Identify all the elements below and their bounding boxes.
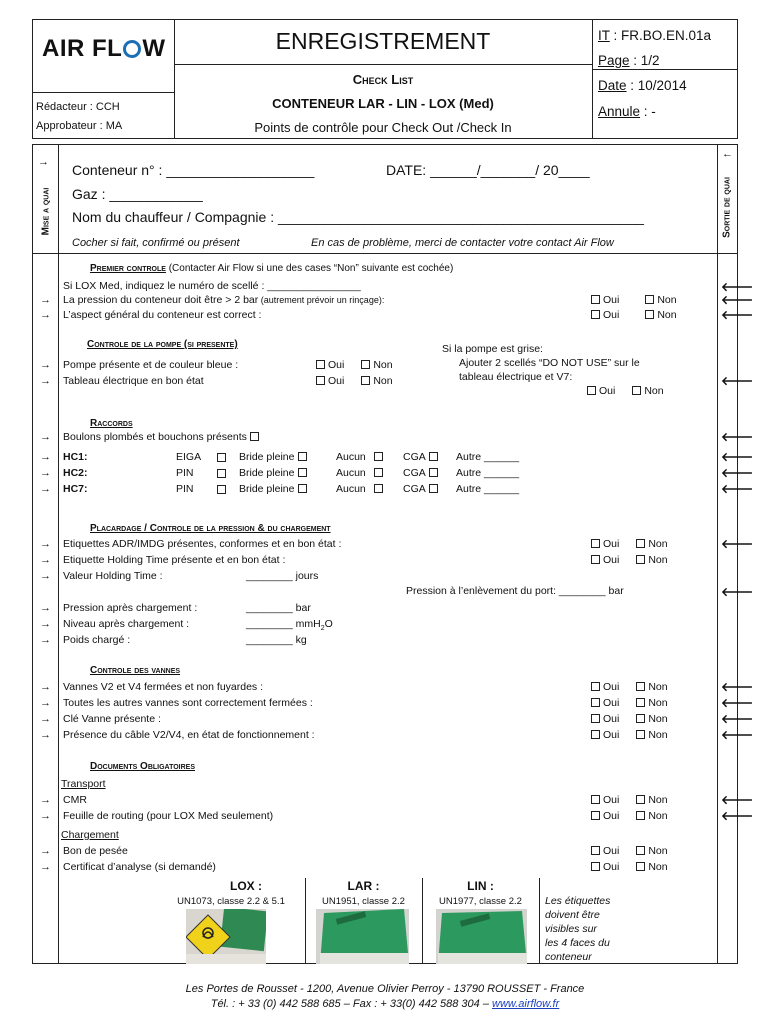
conteneur-field[interactable]: Conteneur n° : ___________________ — [72, 162, 315, 178]
vanne-1-non-label: Non — [648, 697, 668, 709]
lox-scelle-field[interactable]: Si LOX Med, indiquez le numéro de scellé : ________________ — [63, 280, 361, 292]
cmr-oui-label: Oui — [603, 794, 620, 806]
aspect-item: L’aspect général du conteneur est correct : — [63, 309, 262, 321]
routing-oui-non — [591, 810, 668, 822]
vanne-item: Vannes V2 et V4 fermées et non fuyardes : — [63, 681, 264, 693]
holding-oui-label: Oui — [603, 554, 620, 566]
raccord-bride-checkbox[interactable] — [298, 452, 307, 461]
raccord-first-text: PIN — [176, 467, 194, 479]
certificat-item: Certificat d’analyse (si demandé) — [63, 861, 216, 873]
raccord-cga-checkbox[interactable] — [429, 468, 438, 477]
vanne-arrow: → — [40, 713, 51, 725]
raccord-autre-field[interactable]: Autre ______ — [456, 483, 520, 495]
vanne-3-oui-label: Oui — [603, 729, 620, 741]
raccord-bride-text: Bride pleine — [239, 483, 295, 495]
certificat-oui-checkbox[interactable] — [591, 862, 600, 871]
raccord-cga-text: CGA — [403, 467, 426, 479]
vanne-1-oui-checkbox[interactable] — [591, 698, 600, 707]
cmr-non-checkbox[interactable] — [636, 795, 645, 804]
routing-non-checkbox[interactable] — [636, 811, 645, 820]
etiquettes-return-arrow: 🡐 — [721, 537, 754, 551]
pompe-return-arrow: 🡐 — [721, 374, 754, 388]
chauffeur-field[interactable]: Nom du chauffeur / Compagnie : _______________________________________________ — [72, 209, 644, 225]
raccord-option-cga — [403, 483, 441, 495]
aspect-return-arrow: 🡐 — [721, 308, 754, 322]
poids-item: Poids chargé : — [63, 634, 131, 646]
labels-note-line: les 4 faces du — [545, 937, 610, 949]
holding-non-label: Non — [648, 554, 668, 566]
tableau-non-label: Non — [373, 375, 393, 387]
transport-subtitle: Transport — [61, 778, 106, 790]
holding-non-checkbox[interactable] — [636, 555, 645, 564]
raccord-option-first — [176, 483, 194, 495]
pompe-grise-non-label: Non — [644, 385, 664, 397]
certificat-non-label: Non — [648, 861, 668, 873]
approbateur: Approbateur : MA — [36, 120, 123, 132]
raccord-aucun-text: Aucun — [336, 451, 366, 463]
doc-id: IT : FR.BO.EN.01a — [598, 28, 712, 43]
raccord-first-text: EIGA — [176, 451, 202, 463]
labels-note-line: doivent être — [545, 909, 600, 921]
cmr-oui-non — [591, 794, 668, 806]
raccord-cga-checkbox[interactable] — [429, 484, 438, 493]
raccord-return-arrow: 🡐 — [721, 466, 754, 480]
boulons-return-arrow: 🡐 — [721, 430, 754, 444]
grise-line-2: Ajouter 2 scellés “DO NOT USE” sur le — [459, 357, 640, 369]
lin-hazard-label-image — [436, 909, 527, 964]
raccord-aucun-checkbox[interactable] — [374, 468, 383, 477]
pompe-grise-oui-non — [587, 385, 664, 397]
lar-label: LAR : — [347, 879, 380, 893]
website-link[interactable]: www.airflow.fr — [492, 998, 560, 1010]
etiquettes-oui-non — [591, 538, 668, 550]
raccord-arrow: → — [40, 451, 51, 463]
pesee-non-checkbox[interactable] — [636, 846, 645, 855]
pompe-presente-oui-label: Oui — [328, 359, 345, 371]
routing-return-arrow: 🡐 — [721, 809, 754, 823]
raccord-bride-checkbox[interactable] — [298, 484, 307, 493]
raccord-return-arrow: 🡐 — [721, 482, 754, 496]
raccord-option-bride — [239, 451, 310, 463]
vanne-0-oui-label: Oui — [603, 681, 620, 693]
logo-circle-icon — [123, 40, 141, 58]
vanne-3-oui-checkbox[interactable] — [591, 730, 600, 739]
raccord-cga-checkbox[interactable] — [429, 452, 438, 461]
placardage-title: Placardage / Controle de la pression & du chargement — [90, 523, 331, 534]
raccords-title: Raccords — [90, 418, 133, 429]
vanne-return-arrow: 🡐 — [721, 696, 754, 710]
raccord-return-arrow: 🡐 — [721, 450, 754, 464]
tableau-oui-checkbox[interactable] — [316, 376, 325, 385]
raccord-autre-field[interactable]: Autre ______ — [456, 451, 520, 463]
aspect-non-checkbox[interactable] — [645, 310, 654, 319]
pesee-item: Bon de pesée — [63, 845, 128, 857]
lar-hazard-label-image — [316, 909, 409, 964]
raccord-label: HC2: — [63, 467, 88, 479]
pression-oui-non — [591, 294, 677, 306]
raccord-cga-text: CGA — [403, 451, 426, 463]
cmr-item: CMR — [63, 794, 87, 806]
aspect-oui-checkbox[interactable] — [591, 310, 600, 319]
aspect-oui-non — [591, 309, 677, 321]
vanne-item: Clé Vanne présente : — [63, 713, 161, 725]
raccord-option-cga — [403, 467, 441, 479]
doc-date: Date : 10/2014 — [598, 78, 687, 93]
enlevement-return-arrow: 🡐 — [721, 585, 754, 599]
tableau-item: Tableau électrique en bon état — [63, 375, 204, 387]
page-title: ENREGISTREMENT — [275, 28, 491, 54]
raccord-arrow: → — [40, 467, 51, 479]
vanne-1-non-checkbox[interactable] — [636, 698, 645, 707]
page-number: Page : 1/2 — [598, 53, 660, 68]
pompe-grise-oui-checkbox[interactable] — [587, 386, 596, 395]
poids-field[interactable]: ________ kg — [246, 634, 307, 646]
raccord-bride-text: Bride pleine — [239, 451, 295, 463]
pompe-presente-oui-checkbox[interactable] — [316, 360, 325, 369]
date-field[interactable]: DATE: ______/_______/ 20____ — [386, 162, 590, 178]
vanne-arrow: → — [40, 697, 51, 709]
cmr-return-arrow: 🡐 — [721, 793, 754, 807]
vanne-0-oui-non — [591, 681, 668, 693]
raccord-option-aucun — [336, 451, 386, 463]
cmr-non-label: Non — [648, 794, 668, 806]
pression-return-arrow: 🡐 — [721, 293, 754, 307]
raccord-aucun-checkbox[interactable] — [374, 484, 383, 493]
raccord-aucun-text: Aucun — [336, 467, 366, 479]
routing-non-label: Non — [648, 810, 668, 822]
vanne-0-oui-checkbox[interactable] — [591, 682, 600, 691]
certificat-non-checkbox[interactable] — [636, 862, 645, 871]
subtitle: CONTENEUR LAR - LIN - LOX (Med) — [272, 96, 494, 111]
pression-oui-label: Oui — [603, 294, 620, 306]
labels-note-line: visibles sur — [545, 923, 597, 935]
raccord-aucun-checkbox[interactable] — [374, 452, 383, 461]
tableau-oui-non — [316, 375, 393, 387]
certificat-oui-non — [591, 861, 668, 873]
vanne-return-arrow: 🡐 — [721, 680, 754, 694]
vanne-2-oui-checkbox[interactable] — [591, 714, 600, 723]
niveau-item: Niveau après chargement : — [63, 618, 190, 630]
vanne-0-non-label: Non — [648, 681, 668, 693]
pression-chargement-field[interactable]: ________ bar — [246, 602, 311, 614]
vanne-arrow: → — [40, 729, 51, 741]
grise-line-3: tableau électrique et V7: — [459, 371, 573, 383]
lin-class: UN1977, classe 2.2 — [439, 896, 522, 907]
company-logo: AIR FL W — [42, 35, 166, 62]
vanne-0-non-checkbox[interactable] — [636, 682, 645, 691]
raccord-bride-text: Bride pleine — [239, 467, 295, 479]
pression-non-label: Non — [657, 294, 677, 306]
raccord-arrow: → — [40, 483, 51, 495]
etiquettes-oui-label: Oui — [603, 538, 620, 550]
raccord-option-aucun — [336, 483, 386, 495]
vanne-3-non-label: Non — [648, 729, 668, 741]
boulons-checkbox[interactable] — [250, 432, 259, 441]
etiquettes-oui-checkbox[interactable] — [591, 539, 600, 548]
holding-item: Etiquette Holding Time présente et en bon état : — [63, 554, 286, 566]
aspect-oui-label: Oui — [603, 309, 620, 321]
pompe-title: Controle de la pompe (si presente) — [87, 339, 238, 350]
raccord-option-aucun — [336, 467, 386, 479]
pesee-oui-non — [591, 845, 668, 857]
vanne-item: Toutes les autres vannes sont correctement fermées : — [63, 697, 313, 709]
pesee-oui-checkbox[interactable] — [591, 846, 600, 855]
probleme-instruction: En cas de problème, merci de contacter votre contact Air Flow — [311, 237, 614, 249]
lox-scelle-return-arrow: 🡐 — [721, 280, 754, 294]
lin-label: LIN : — [467, 879, 494, 893]
valeur-item: Valeur Holding Time : — [63, 570, 163, 582]
points-title: Points de contrôle pour Check Out /Check In — [254, 120, 512, 135]
aspect-non-label: Non — [657, 309, 677, 321]
boulons-item: Boulons plombés et bouchons présents — [63, 431, 262, 443]
etiquettes-item: Etiquettes ADR/IMDG présentes, conformes et en bon état : — [63, 538, 342, 550]
vannes-title: Controle des vannes — [90, 665, 181, 676]
sortie-de-quai-side: ← Sortie de quai — [721, 148, 733, 238]
lar-class: UN1951, classe 2.2 — [322, 896, 405, 907]
chargement-subtitle: Chargement — [61, 829, 119, 841]
vanne-2-oui-non — [591, 713, 668, 725]
pesee-non-label: Non — [648, 845, 668, 857]
pesee-oui-label: Oui — [603, 845, 620, 857]
vanne-return-arrow: 🡐 — [721, 712, 754, 726]
raccord-aucun-text: Aucun — [336, 483, 366, 495]
premier-title: Premier controle (Contacter Air Flow si une des cases “Non” suivante est cochée) — [90, 263, 454, 274]
raccord-option-bride — [239, 483, 310, 495]
vanne-2-non-label: Non — [648, 713, 668, 725]
pompe-grise-oui-label: Oui — [599, 385, 616, 397]
cmr-oui-checkbox[interactable] — [591, 795, 600, 804]
raccord-option-cga — [403, 451, 441, 463]
pression-non-checkbox[interactable] — [645, 295, 654, 304]
raccord-label: HC7: — [63, 483, 88, 495]
lox-hazard-label-image — [186, 909, 266, 964]
raccord-bride-checkbox[interactable] — [298, 468, 307, 477]
documents-title: Documents Obligatoires — [90, 761, 196, 772]
etiquettes-non-checkbox[interactable] — [636, 539, 645, 548]
raccord-option-bride — [239, 467, 310, 479]
raccord-autre-field[interactable]: Autre ______ — [456, 467, 520, 479]
routing-item: Feuille de routing (pour LOX Med seulement) — [63, 810, 274, 822]
tableau-non-checkbox[interactable] — [361, 376, 370, 385]
raccord-option-first — [176, 467, 194, 479]
pompe-presente-oui-non — [316, 359, 393, 371]
certificat-oui-label: Oui — [603, 861, 620, 873]
pression-oui-checkbox[interactable] — [591, 295, 600, 304]
tableau-oui-label: Oui — [328, 375, 345, 387]
pression-item: La pression du conteneur doit être > 2 bar (autrement prévoir un rinçage): — [63, 294, 385, 306]
holding-oui-checkbox[interactable] — [591, 555, 600, 564]
vanne-arrow: → — [40, 681, 51, 693]
gaz-field[interactable]: Gaz : ____________ — [72, 186, 203, 202]
lox-class: UN1073, classe 2.2 & 5.1 — [177, 896, 285, 907]
vanne-2-oui-label: Oui — [603, 713, 620, 725]
routing-oui-checkbox[interactable] — [591, 811, 600, 820]
vanne-1-oui-non — [591, 697, 668, 709]
vanne-2-non-checkbox[interactable] — [636, 714, 645, 723]
raccord-first-checkbox[interactable] — [217, 453, 226, 462]
raccord-option-first — [176, 451, 201, 463]
pression-chargement-item: Pression après chargement : — [63, 602, 198, 614]
annule: Annule : - — [598, 104, 656, 119]
labels-note-line: conteneur — [545, 951, 592, 963]
pompe-grise-non-checkbox[interactable] — [632, 386, 641, 395]
vanne-1-oui-label: Oui — [603, 697, 620, 709]
etiquettes-non-label: Non — [648, 538, 668, 550]
redacteur: Rédacteur : CCH — [36, 101, 120, 113]
holding-oui-non — [591, 554, 668, 566]
footer-contact: Tél. : + 33 (0) 442 588 685 – Fax : + 33(0) 442 588 304 – www.airflow.fr — [210, 998, 560, 1010]
footer-address: Les Portes de Rousset - 1200, Avenue Olivier Perroy - 13790 ROUSSET - France — [185, 983, 585, 995]
cocher-instruction: Cocher si fait, confirmé ou présent — [72, 237, 240, 249]
labels-note-line: Les étiquettes — [545, 895, 611, 907]
raccord-label: HC1: — [63, 451, 88, 463]
raccord-first-checkbox[interactable] — [217, 469, 226, 478]
pompe-presente-non-checkbox[interactable] — [361, 360, 370, 369]
vanne-return-arrow: 🡐 — [721, 728, 754, 742]
routing-oui-label: Oui — [603, 810, 620, 822]
vanne-3-oui-non — [591, 729, 668, 741]
raccord-first-text: PIN — [176, 483, 194, 495]
vanne-3-non-checkbox[interactable] — [636, 730, 645, 739]
raccord-first-checkbox[interactable] — [217, 485, 226, 494]
vanne-item: Présence du câble V2/V4, en état de fonctionnement : — [63, 729, 315, 741]
raccord-cga-text: CGA — [403, 483, 426, 495]
mise-a-quai-side: → Mise a quai — [38, 156, 52, 236]
enlevement-field[interactable]: Pression à l’enlèvement du port: ________ bar — [406, 585, 624, 597]
check-list-title: Check List — [352, 72, 414, 87]
pompe-presente-item: Pompe présente et de couleur bleue : — [63, 359, 239, 371]
pompe-presente-non-label: Non — [373, 359, 393, 371]
grise-line-1: Si la pompe est grise: — [442, 343, 543, 355]
niveau-field[interactable]: ________ mmH$_2$O — [246, 618, 333, 633]
valeur-field[interactable]: ________ jours — [246, 570, 319, 582]
lox-label: LOX : — [230, 879, 262, 893]
